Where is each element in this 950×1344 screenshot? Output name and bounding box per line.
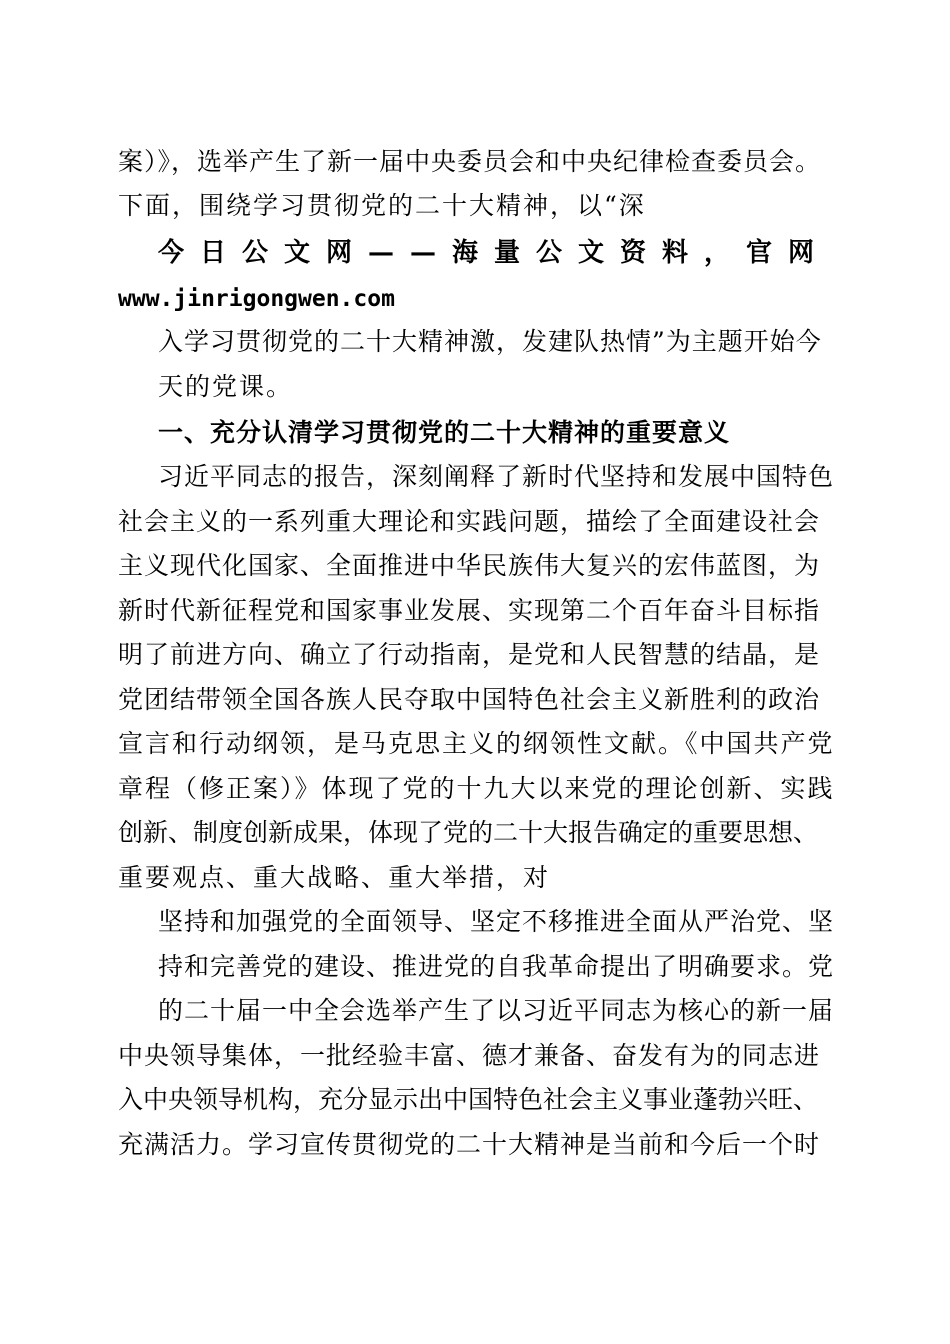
paragraph2-line: 持和完善党的建设、推进党的自我革命提出了明确要求。党 bbox=[158, 952, 835, 981]
paragraph1-line: 明了前进方向、确立了行动指南，是党和人民智慧的结晶，是 bbox=[118, 640, 821, 669]
paragraph1-line: 新时代新征程党和国家事业发展、实现第二个百年奋斗目标指 bbox=[118, 596, 821, 625]
paragraph1-line: 习近平同志的报告，深刻阐释了新时代坚持和发展中国特色 bbox=[158, 462, 835, 491]
section-heading: 一、充分认清学习贯彻党的二十大精神的重要意义 bbox=[158, 418, 731, 447]
continuation-line-1: 入学习贯彻党的二十大精神激，发建队热情”为主题开始今 bbox=[158, 327, 822, 356]
continuation-line-2: 天的党课。 bbox=[158, 372, 294, 401]
paragraph1-line: 章程（修正案）》体现了党的十九大以来党的理论创新、实践 bbox=[118, 774, 835, 803]
paragraph2-line: 坚持和加强党的全面领导、坚定不移推进全面从严治党、坚 bbox=[158, 907, 835, 936]
paragraph1-line: 社会主义的一系列重大理论和实践问题，描绘了全面建设社会 bbox=[118, 507, 821, 536]
paragraph2-line: 中央领导集体，一批经验丰富、德才兼备、奋发有为的同志进 bbox=[118, 1041, 821, 1070]
intro-line-2: 下面，围绕学习贯彻党的二十大精神，以“深 bbox=[118, 191, 646, 220]
paragraph1-line: 宣言和行动纲领，是马克思主义的纲领性文献。《中国共产党 bbox=[118, 729, 835, 758]
paragraph2-line: 入中央领导机构，充分显示出中国特色社会主义事业蓬勃兴旺、 bbox=[118, 1085, 819, 1114]
watermark-banner-url: www.jinrigongwen.com bbox=[118, 286, 395, 312]
paragraph1-line: 党团结带领全国各族人民夺取中国特色社会主义新胜利的政治 bbox=[118, 685, 821, 714]
paragraph2-line: 的二十届一中全会选举产生了以习近平同志为核心的新一届 bbox=[158, 996, 835, 1025]
paragraph2-line: 充满活力。学习宣传贯彻党的二十大精神是当前和今后一个时 bbox=[118, 1130, 821, 1159]
watermark-banner-text: 今日公文网——海量公文资料，官网 bbox=[158, 238, 831, 268]
paragraph1-line: 创新、制度创新成果，体现了党的二十大报告确定的重要思想、 bbox=[118, 818, 819, 847]
paragraph1-line: 主义现代化国家、全面推进中华民族伟大复兴的宏伟蓝图，为 bbox=[118, 551, 821, 580]
paragraph1-line: 重要观点、重大战略、重大举措，对 bbox=[118, 863, 551, 892]
intro-line-1: 案）》，选举产生了新一届中央委员会和中央纪律检查委员会。 bbox=[118, 147, 822, 176]
